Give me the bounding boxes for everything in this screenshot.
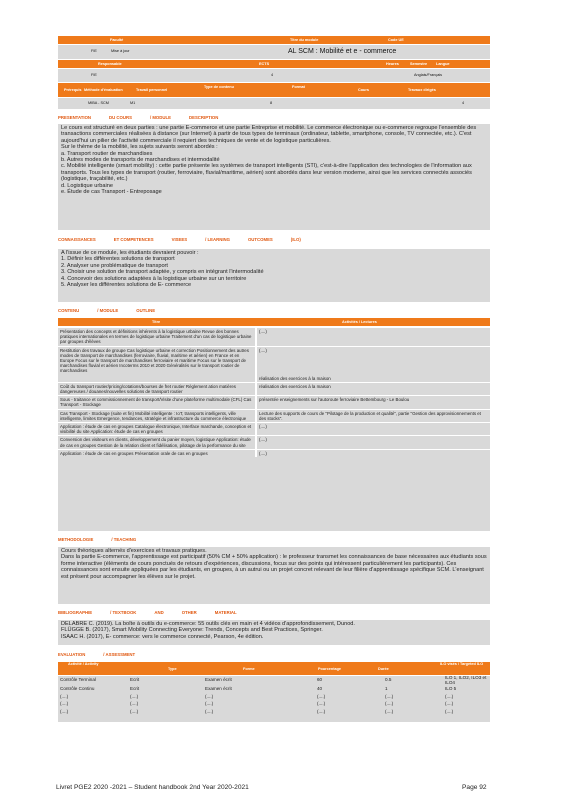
presentation-list-item: a. Transport routier de marchandises — [61, 150, 153, 157]
eval-cell: (....) — [385, 701, 394, 706]
eval-cell: (....) — [205, 708, 214, 714]
table-row — [58, 375, 490, 383]
eval-cell: 1 — [385, 686, 388, 691]
header-format-label: Format — [292, 85, 305, 89]
table-row — [58, 382, 490, 395]
header-code-label: Code UE — [388, 38, 404, 42]
content-cell-title: Coût du transport routier/pricing/cotations/bourses de fret routier Règlement ation matières dangereuses / douanes/nouvelles solutions de transport routier — [58, 382, 256, 395]
eval-cell: 40 — [317, 686, 323, 691]
header-faculty-value: FIE — [91, 49, 97, 53]
table-row — [58, 409, 490, 422]
eval-cell: (....) — [317, 701, 326, 706]
content-cell-title: Application : étude de cas en groupes Catalogue électronique, Interface marchande, conception et visibilité du site Application: étude de cas en groupes — [58, 423, 256, 436]
skills-item: 5. Analyser les différentes solutions de E- commerce — [61, 282, 192, 289]
table-row — [58, 676, 490, 685]
section-method-title: METHODOLOGIE / TEACHING — [58, 537, 137, 542]
eval-table — [58, 676, 490, 722]
header-personal-work-label: Travail personnel — [136, 88, 168, 92]
content-cell-activity: (....) — [256, 328, 490, 347]
header-tutorial-hours-value: 4 — [462, 101, 465, 105]
presentation-list-item: e. Étude de cas Transport - Entreposage — [61, 189, 162, 196]
eval-cell: 60 — [317, 677, 323, 682]
header-module-title-label: Titre du module — [290, 38, 319, 42]
biblio-entry: ISAAC H. (2017), E- commerce: vers le commerce connecté, Pearson, 4e édition. — [61, 633, 264, 640]
table-row — [58, 436, 490, 449]
eval-head-duration: Durée — [378, 667, 389, 671]
presentation-box — [58, 124, 490, 230]
header-responsible-value: FIE — [91, 73, 97, 77]
eval-cell: ILO 5 — [445, 686, 457, 691]
presentation-paragraph: Sur le thème de la mobilité, les sujets suivants seront abordés : — [61, 144, 218, 151]
content-cell-activity: (....) — [256, 436, 490, 449]
section-content-title: CONTENU / MODULE OUTLINE — [58, 308, 156, 313]
table-row — [58, 396, 490, 409]
presentation-list-item: b. Autres modes de transports de marchandises et intermodalité — [61, 157, 220, 164]
header-level-value: M1 — [130, 101, 136, 105]
eval-cell: (....) — [60, 708, 69, 714]
eval-cell: Examen écrit — [205, 686, 232, 691]
method-paragraph: Cours théoriques alternés d'exercices et travaux pratiques. — [61, 548, 207, 554]
header-tutorial-label: Travaux dirigés — [408, 88, 436, 92]
table-row — [58, 423, 490, 436]
content-cell-activity: (....) — [256, 449, 490, 457]
skills-item: 4. Concevoir des solutions adaptées à la logistique urbaine sur un territoire — [61, 275, 247, 282]
header-ects-value: 4 — [271, 73, 274, 77]
eval-cell: (....) — [445, 708, 454, 714]
skills-intro: A l'issue de ce module, les étudiants devraient pouvoir : — [61, 250, 199, 256]
table-row — [58, 346, 490, 375]
table-row — [58, 449, 490, 457]
eval-cell: (....) — [205, 693, 214, 699]
table-row — [58, 700, 490, 708]
header-row-2 — [58, 45, 490, 59]
skills-item: 3. Choisir une solution de transport adaptée, y compris en intégrant l'intermodalité — [61, 269, 264, 276]
eval-cell: (....) — [130, 701, 139, 706]
eval-cell: (....) — [445, 701, 454, 706]
eval-cell: (....) — [445, 693, 454, 699]
section-skills-title: CONNAISSANCES ET COMPETENCES VISEES / LEARNING OUTCOMES (ILO) — [58, 237, 301, 242]
header-row-5 — [58, 83, 490, 97]
table-row — [58, 328, 490, 347]
content-cell-activity: réalisation des exercices à la maison — [256, 382, 490, 395]
eval-cell: Contrôle Continu — [60, 686, 95, 691]
biblio-box — [58, 620, 490, 645]
content-cell-title — [58, 375, 256, 383]
header-lecture-hours-value: 8 — [270, 101, 273, 105]
presentation-list-item: d. Logistique urbaine — [61, 182, 113, 189]
eval-cell: (....) — [205, 701, 214, 706]
eval-cell: (....) — [130, 708, 139, 714]
eval-cell: ILO 1, ILO2, ILO3 et ILO4 — [445, 675, 487, 685]
eval-table-grid — [58, 676, 490, 715]
header-responsible-label: Responsable — [98, 62, 122, 66]
header-row-4 — [58, 69, 490, 82]
table-row — [58, 685, 490, 693]
content-table-grid — [58, 327, 490, 457]
skills-item: 1. Définir les différentes solutions de transport — [61, 256, 175, 263]
header-prereq-value: MIBA - SCM — [88, 101, 109, 105]
header-semester-label: Semestre — [410, 62, 428, 66]
eval-head-percent: Pourcentage — [318, 667, 341, 671]
header-update-value: Mise à jour — [111, 49, 130, 53]
content-cell-activity: (....) — [256, 423, 490, 436]
page-number: Page 92 — [462, 784, 487, 791]
content-cell-title: Présentation des concepts et définitions inhérents à la logistique urbaine Revue des bonnes pratiques internationales en termes de logistique urbaine Traitement d'un cas de logistique urbaine par groupes d'élèves — [58, 328, 256, 347]
content-head-title: Titre — [152, 320, 161, 324]
eval-cell: (....) — [385, 708, 394, 714]
content-cell-title: Sous - traitance et commissionnement de transport/Visite d'une plateforme multimodale (CFL) Cas Transport - Stockage — [58, 396, 256, 409]
skills-item: 2. Analyser une problématique de transport — [61, 262, 168, 269]
section-biblio-title: BIBLIOGRAPHIE / TEXTBOOK AND OTHER MATERIAL — [58, 610, 237, 615]
eval-table-header — [58, 662, 490, 675]
section-eval-title: EVALUATION / ASSESSMENT — [58, 652, 136, 657]
presentation-paragraph: Le cours est structuré en deux parties : une partie E-commerce et une partie Entreprise et mobilité. Le commerce électronique ou e-commerce regroupe l'ensemble des transactions commerciales réalisées à distance (sur Internet) à partir de tous types de terminaux (ordinateur, tablette, smartphone, console, TV connectée, etc.). C'est aujourd'hui un pilier de l'activité commerciale il requiert des techniques de vente et de logistique particulières. — [61, 125, 477, 144]
presentation-list-item: c. Mobilité intelligente (smart mobility) : cette partie présente les systèmes de transport intelligents (STI), c'est-à-dire l'application des technologies de l'information aux transports. Tous les types de transport (routier, ferroviaire, fluvial/maritime, aérien) sont abordés dans leur version moderne, ainsi que les services connectés associés (logistique, traçabilité, etc.) — [61, 163, 472, 183]
header-language-label: Langue — [436, 62, 450, 66]
table-row — [58, 693, 490, 701]
content-cell-title: Conversion des visiteurs en clients, développement du panier moyen, logistique Application: étude de cas en groupes Gestion de la relation client et fidélisation, pilotage de la performance du site — [58, 436, 256, 449]
header-lecture-label: Cours — [358, 88, 369, 92]
content-cell-activity: (....) — [256, 346, 490, 375]
eval-head-activity: Activité / Activity — [68, 662, 99, 666]
biblio-entry: DELABRE C. (2019). La boîte à outils du e-commerce: 55 outils clés en main et 4 vidéos d'approfondissement, Dunod. — [61, 621, 355, 627]
content-cell-activity: présentée enseignements sur l'autoroute ferroviaire Bettembourg - Le Boulou — [256, 396, 490, 409]
header-row-6 — [58, 98, 490, 109]
method-paragraph: Dans la partie E-commerce, l'apprentissage est participatif (50% CM + 50% application) : le professeur transmet les connaissances de base nécessaires aux étudiants sous forme interactive (éléments de cours ponctués de retours d'expériences, discussions, focus sur des points qui intéressent particulièrement les participants). Ces connaissances sont ensuite appliquées par les étudiants, en groupes, à un autrui ou un projet concret relevant de leur filière d'apprentissage spécifique SCM. L'enseignant est présent pour accompagner les élèves sur le projet. — [61, 554, 487, 580]
header-row-3 — [58, 60, 490, 68]
method-box — [58, 547, 490, 604]
header-language-value: Anglais/Français — [414, 73, 443, 77]
content-cell-title: Application : étude de cas en groupes Présentation orale de cas en groupes — [58, 449, 256, 457]
eval-head-ilo: ILO visés / Targeted ILO — [440, 662, 484, 666]
eval-head-form: Forme — [243, 667, 255, 671]
eval-cell: Examen écrit — [205, 677, 232, 682]
page-footer-left: Livret PGE2 2020 -2021 – Student handbook 2nd Year 2020-2021 — [56, 784, 249, 791]
eval-cell: (....) — [60, 693, 69, 699]
eval-cell: Ecrit — [130, 677, 140, 682]
eval-cell: (....) — [60, 701, 69, 706]
content-table — [58, 327, 490, 531]
skills-box — [58, 249, 490, 302]
eval-cell: (....) — [317, 693, 326, 699]
content-cell-title: Restitution des travaux de groupe Cas logistique urbaine et correction Positionnement des autres modes de transport de marchandises (ferroviaire, fluvial, maritime et aérien) en France et en Europe Focus sur le transport de marchandises ferroviaire et maritime Focus sur le transport de marchandises fluvial et aérien Incoterms 2010 et 2020 Généralités sur le transport routier de marchandises — [58, 346, 256, 375]
eval-cell: (....) — [317, 708, 326, 714]
header-prereq-label: Prérequis — [64, 88, 82, 92]
header-module-title-value: AL SCM : Mobilité et e - commerce — [288, 48, 397, 55]
header-content-type-label: Type de contenu — [204, 85, 234, 89]
eval-head-type: Type — [168, 667, 177, 671]
header-hours-label: Heures — [386, 62, 399, 66]
eval-cell: 0.5 — [385, 677, 392, 682]
content-table-header — [58, 318, 490, 326]
content-head-activities: Activités / Lectures — [342, 320, 377, 324]
section-presentation-title: PRESENTATION DU COURS / MODULE DESCRIPTION — [58, 115, 219, 120]
eval-cell: (....) — [385, 693, 394, 699]
header-faculty-label: Faculté — [110, 38, 124, 42]
eval-cell: Contrôle Terminal — [60, 677, 96, 682]
table-row — [58, 708, 490, 716]
eval-cell: Ecrit — [130, 686, 140, 691]
content-cell-activity: réalisation des exercices à la maison — [259, 375, 331, 381]
content-cell-title: Cas Transport - Stockage (suite et fin) Mobilité intelligente : IoT, transports intelligents, ville intelligente, limites Emergence, tendances, stratégie et infrastructure du commerce électronique — [58, 409, 256, 422]
eval-cell: (....) — [130, 693, 139, 699]
header-eval-method-label: Méthode d'évaluation — [84, 88, 123, 92]
biblio-entry: FLÜGGE B. (2017), Smart Mobility Connecting Everyone: Trends, Concepts and Best Practices, Springer. — [61, 627, 323, 634]
header-ects-label: ECTS — [259, 62, 270, 66]
content-cell-activity: Lecture des supports de cours de "Pilotage de la production et qualité", partie "Gestion des approvisionnements et des stocks". — [256, 409, 490, 422]
header-row-1 — [58, 36, 490, 44]
